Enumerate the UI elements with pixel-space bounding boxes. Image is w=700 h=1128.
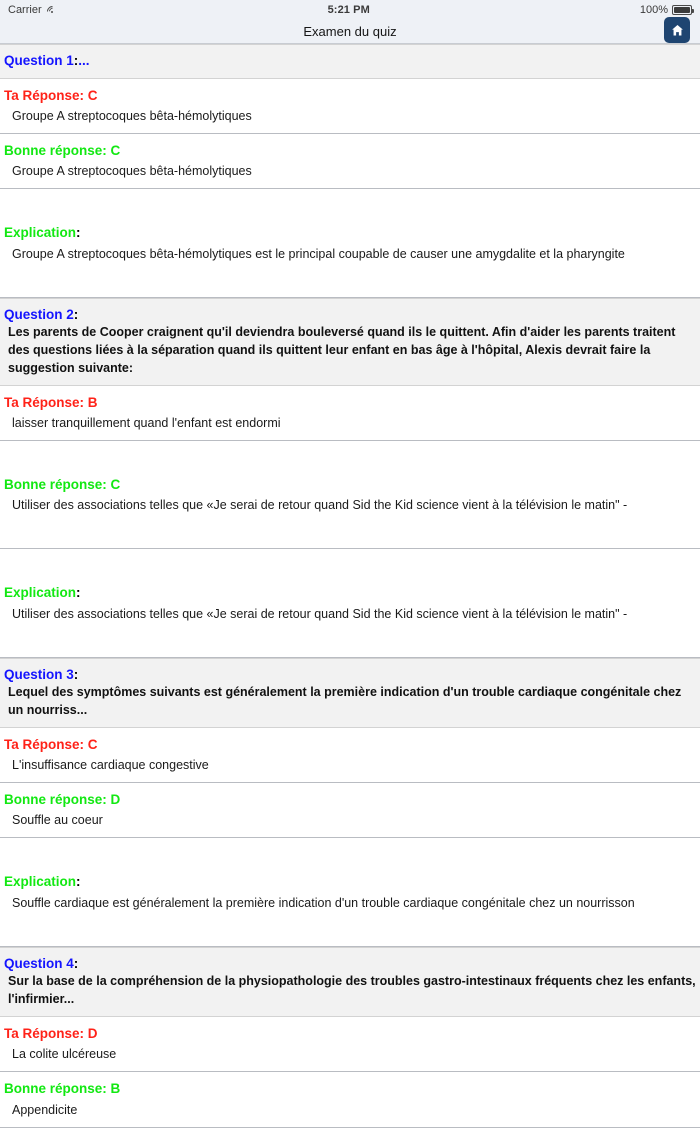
correct-answer-row[interactable] — [0, 134, 700, 189]
battery-full-icon — [672, 5, 692, 15]
explanation-tail — [4, 912, 696, 938]
your-answer-text: laisser tranquillement quand l'enfant est endormi — [12, 415, 281, 430]
correct-answer-row[interactable] — [0, 1072, 700, 1127]
question-text: Lequel des symptômes suivants est généralement la première indication d'un trouble cardiaque congénitale chez un nourriss... — [8, 685, 682, 717]
explanation-row[interactable] — [0, 838, 700, 946]
explanation-tail — [4, 263, 696, 289]
clock-label: 5:21 PM — [327, 4, 370, 16]
your-answer-text: L'insuffisance cardiaque congestive — [12, 757, 209, 772]
home-icon — [670, 23, 685, 38]
explanation-text: Utiliser des associations telles que «Je serai de retour quand Sid the Kid science vient à la télévision le matin" - — [12, 606, 628, 621]
correct-answer-text: Appendicite — [12, 1102, 78, 1117]
wifi-icon — [47, 6, 58, 15]
explanation-spacer — [4, 193, 696, 223]
your-answer-row[interactable] — [0, 386, 700, 441]
your-answer-row[interactable] — [0, 79, 700, 134]
question-label: Question 3: — [4, 666, 79, 682]
question-label: Question 4: — [4, 955, 79, 971]
question-header — [0, 44, 700, 79]
home-button[interactable] — [664, 17, 690, 43]
explanation-title: Explication: — [4, 585, 81, 601]
status-bar-left — [8, 4, 58, 16]
your-answer-row[interactable] — [0, 728, 700, 783]
page-title: Examen du quiz — [303, 24, 397, 39]
explanation-tail — [4, 623, 696, 649]
correct-answer-title: Bonne réponse: D — [4, 792, 121, 808]
explanation-title: Explication: — [4, 874, 81, 890]
correct-answer-spacer — [4, 445, 696, 475]
status-bar — [0, 0, 700, 20]
question-header — [0, 298, 700, 386]
explanation-text: Souffle cardiaque est généralement la première indication d'un trouble cardiaque congénitale chez un nourrisson — [12, 895, 635, 910]
your-answer-title: Ta Réponse: C — [4, 87, 98, 103]
question-header — [0, 947, 700, 1017]
your-answer-text: Groupe A streptocoques bêta-hémolytiques — [12, 108, 252, 123]
correct-answer-text: Souffle au coeur — [12, 813, 103, 828]
quiz-results-list[interactable] — [0, 44, 700, 1117]
your-answer-title: Ta Réponse: D — [4, 1025, 98, 1041]
explanation-text: Groupe A streptocoques bêta-hémolytiques est le principal coupable de causer une amygdalite et la pharyngite — [12, 246, 625, 261]
your-answer-text: La colite ulcéreuse — [12, 1047, 117, 1062]
explanation-title: Explication: — [4, 225, 81, 241]
correct-answer-title: Bonne réponse: C — [4, 142, 121, 158]
correct-answer-title: Bonne réponse: C — [4, 476, 121, 492]
correct-answer-text: Groupe A streptocoques bêta-hémolytiques — [12, 164, 252, 179]
correct-answer-row[interactable] — [0, 441, 700, 549]
carrier-label: Carrier — [8, 4, 42, 16]
correct-answer-row[interactable] — [0, 783, 700, 838]
question-text: Les parents de Cooper craignent qu'il deviendra bouleversé quand ils le quittent. Afin d'aider les parents traitent des questions liées à la séparation quand ils quittent leur enfant en bas âge à l'hôpital, Alexis devrait faire la suggestion suivante: — [8, 325, 676, 375]
navigation-bar — [0, 20, 700, 44]
question-label: Question 2: — [4, 306, 79, 322]
question-text: Sur la base de la compréhension de la physiopathologie des troubles gastro-intestinaux fréquents chez les enfants, l'infirmier... — [8, 974, 696, 1007]
battery-percent-label: 100% — [639, 4, 668, 16]
your-answer-title: Ta Réponse: C — [4, 736, 98, 752]
question-label: Question 1:... — [4, 53, 90, 68]
your-answer-title: Ta Réponse: B — [4, 394, 98, 410]
explanation-spacer — [4, 553, 696, 583]
status-bar-right — [640, 4, 692, 16]
correct-answer-title: Bonne réponse: B — [4, 1081, 121, 1097]
explanation-row[interactable] — [0, 549, 700, 657]
your-answer-row[interactable] — [0, 1017, 700, 1072]
question-header — [0, 658, 700, 728]
correct-answer-text: Utiliser des associations telles que «Je serai de retour quand Sid the Kid science vient à la télévision le matin" - — [12, 498, 628, 513]
explanation-row[interactable] — [0, 189, 700, 297]
explanation-spacer — [4, 842, 696, 872]
correct-answer-tail — [4, 514, 696, 540]
